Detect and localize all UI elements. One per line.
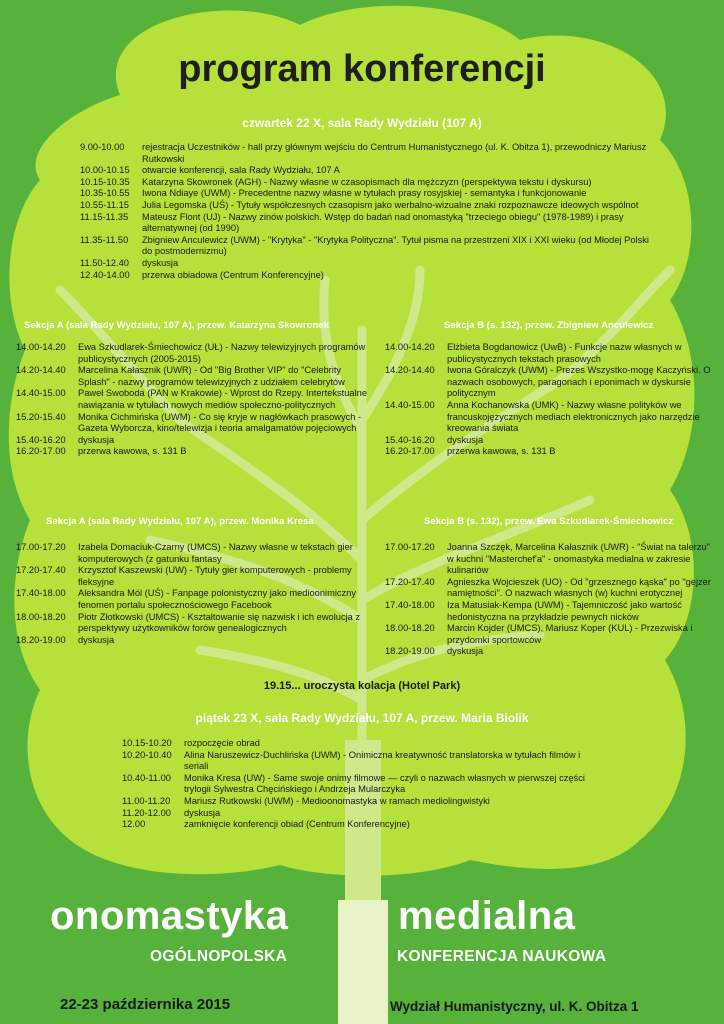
program-time: 18.20-19.00 xyxy=(16,634,66,645)
program-item: Anna Kochanowska (UMK) - Nazwy własne polityków we francuskojęzycznych mediach elektronicznych jako narzędzie kreowania świata xyxy=(447,399,700,434)
program-row xyxy=(16,412,368,435)
program-item: przerwa kawowa, s. 131 B xyxy=(447,446,556,457)
section-b1-program xyxy=(385,342,715,458)
program-row xyxy=(80,165,655,177)
program-item: dyskusja xyxy=(447,646,484,657)
program-row xyxy=(80,142,655,165)
program-item: Mateusz Flont (UJ) - Nazwy zinów polskich. Wstęp do badań nad onomastyką "trzeciego obiegu" (1978-1989) i prasy alternatywnej (od 1990) xyxy=(142,211,624,234)
program-row xyxy=(16,388,368,411)
program-item: Zbigniew Anculewicz (UWM) - "Krytyka" - "Krytyka Polityczna". Tytuł pisma na przestrzeni XIX i XXI wieku (od Młodej Polski do postmodernizmu) xyxy=(142,234,649,257)
event-date: 22-23 października 2015 xyxy=(60,996,231,1013)
program-item: dyskusja xyxy=(447,434,484,445)
program-item: Aleksandra Mól (UŚ) - Fanpage polonistyczny jako medioonimiczny fenomen portalu społecznościowego Facebook xyxy=(78,588,356,610)
program-item: dyskusja xyxy=(78,634,115,645)
day2-heading: piątek 23 X, sala Rady Wydziału, 107 A, przew. Maria Biolik xyxy=(195,711,529,725)
program-item: Alina Naruszewicz-Duchlińska (UWM) - Onimiczna kreatywność translatorska w tytułach filmów i seriali xyxy=(184,749,581,772)
program-item: Izabela Domaciuk-Czarny (UMCS) - Nazwy własne w tekstach gier komputerowych (z gatunku fantasy xyxy=(78,542,353,564)
program-time: 11.15-11.35 xyxy=(80,211,129,222)
program-time: 14.00-14.20 xyxy=(385,342,435,352)
program-row xyxy=(80,200,655,212)
section-a2-program xyxy=(16,542,368,646)
program-time: 11.00-11.20 xyxy=(122,795,171,806)
program-time: 17.00-17.20 xyxy=(385,542,435,552)
program-time: 10.15-10.20 xyxy=(122,738,172,748)
program-row xyxy=(122,796,602,808)
program-item: Marcelina Kałasznik (UWR) - Od "Big Brother VIP" do "Celebrity Splash" - nazwy programów telewizyjnych z udziałem celebrytów xyxy=(78,365,345,387)
program-item: dyskusja xyxy=(142,257,179,268)
program-item: Krzysztof Kaszewski (UW) - Tytuły gier komputerowych - problemy fleksyjne xyxy=(78,565,352,587)
program-row xyxy=(80,258,655,270)
program-time: 17.20-17.40 xyxy=(16,565,66,576)
program-time: 17.40-18.00 xyxy=(16,588,66,599)
program-item: Elżbieta Bogdanowicz (UwB) - Funkcje nazw własnych w publicystycznych tekstach prasowych xyxy=(447,342,682,364)
program-row xyxy=(385,435,715,447)
program-time: 14.40-15.00 xyxy=(16,388,66,399)
program-item: Marcin Kojder (UMCS), Mariusz Koper (KUL) - Przezwiska i przydomki sportowców xyxy=(447,623,693,645)
program-item: zamknięcie konferencji obiad (Centrum Konferencyjne) xyxy=(184,819,410,830)
program-time: 14.00-14.20 xyxy=(16,342,66,352)
program-time: 14.20-14.40 xyxy=(385,365,435,376)
program-item: dyskusja xyxy=(184,807,221,818)
program-item: Mariusz Rutkowski (UWM) - Medioonomastyka w ramach mediolingwistyki xyxy=(184,795,490,806)
program-row xyxy=(385,646,715,658)
program-time: 11.35-11.50 xyxy=(80,234,129,245)
program-row xyxy=(16,542,368,565)
title-onomastyka: onomastyka xyxy=(50,894,289,938)
day1-heading: czwartek 22 X, sala Rady Wydziału (107 A) xyxy=(242,116,482,130)
program-row xyxy=(122,819,602,831)
program-item: przerwa obiadowa (Centrum Konferencyjne) xyxy=(142,269,324,280)
program-row xyxy=(122,738,602,750)
program-item: Paweł Swoboda (PAN w Krakowie) - Wprost do Rzepy. Intertekstualne nawiązania w tytułach nowych mediów społeczno-politycznych xyxy=(78,388,368,410)
program-time: 18.20-19.00 xyxy=(385,646,435,657)
program-row xyxy=(80,270,655,282)
program-row xyxy=(16,612,368,635)
section-a2-heading: Sekcja A (sala Rady Wydziału, 107 A), przew. Monika Kresa xyxy=(46,516,314,527)
program-row xyxy=(122,750,602,773)
program-item: Julia Legomska (UŚ) - Tytuły współczesnych czasopism jako werbalno-wizualne znaki rozpoznawcze ideowych wspólnot xyxy=(142,199,639,210)
program-time: 10.15-10.35 xyxy=(80,176,130,187)
program-time: 9.00-10.00 xyxy=(80,142,125,152)
section-a1-program xyxy=(16,342,368,458)
program-time: 12.00 xyxy=(122,819,146,830)
program-item: Monika Cichmińska (UWM) - Co się kryje w nagłówkach prasowych - Gazeta Wyborcza, kino/telewizja i teoria amalgamatów pojęciowych xyxy=(78,411,362,434)
trunk-lower xyxy=(338,900,388,1024)
program-row xyxy=(16,365,368,388)
program-row xyxy=(122,808,602,820)
program-row xyxy=(385,623,715,646)
section-a1-heading: Sekcja A (sala Rady Wydziału, 107 A), przew. Katarzyna Skowronek xyxy=(24,320,329,331)
program-item: przerwa kawowa, s. 131 B xyxy=(78,446,187,457)
program-item: Iza Matusiak-Kempa (UWM) - Tajemniczość jako wartość hedonistyczna na przykładzie pewnych nicków xyxy=(447,599,682,622)
program-time: 10.40-11.00 xyxy=(122,772,171,783)
program-row xyxy=(16,565,368,588)
program-time: 11.20-12.00 xyxy=(122,807,171,818)
program-time: 18.00-18.20 xyxy=(385,623,435,634)
dinner-note: 19.15... uroczysta kolacja (Hotel Park) xyxy=(263,680,461,692)
program-item: otwarcie konferencji, sala Rady Wydziału, 107 A xyxy=(142,165,340,176)
title-medialna: medialna xyxy=(398,894,576,938)
program-time: 17.00-17.20 xyxy=(16,542,66,552)
program-item: Iwona Góralczyk (UWM) - Prezes Wszystko-mogę Kaczyński. O nazwach osobowych, paragonach i eponimach w dyskursie politycznym xyxy=(447,365,711,399)
program-item: dyskusja xyxy=(78,434,115,445)
program-time: 15.40-16.20 xyxy=(16,434,66,445)
program-item: Iwona Ndiaye (UWM) - Precedentne nazwy własne w tytułach prasy rosyjskiej - semantyka i funkcjonowanie xyxy=(142,188,587,199)
section-b2-heading: Sekcja B (s. 132), przew. Ewa Szkudlarek-Śmiechowicz xyxy=(424,516,674,527)
program-item: Katarzyna Skowronek (AGH) - Nazwy własne w czasopismach dla mężczyzn (perspektywa tekstu i dyskursu) xyxy=(142,176,592,187)
program-time: 14.40-15.00 xyxy=(385,399,435,410)
program-row xyxy=(16,635,368,647)
section-b2-program xyxy=(385,542,715,658)
program-row xyxy=(80,177,655,189)
program-row xyxy=(16,435,368,447)
event-place: Wydział Humanistyczny, ul. K. Obitza 1 xyxy=(390,999,639,1014)
program-row xyxy=(385,342,715,365)
program-row xyxy=(385,446,715,458)
program-time: 17.20-17.40 xyxy=(385,576,435,587)
program-time: 12.40-14.00 xyxy=(80,269,130,280)
program-item: Piotr Złotkowski (UMCS) - Kształtowanie się nazwisk i ich ewolucja z perspektywy użytkowników forów genealogicznych xyxy=(78,611,361,634)
program-row xyxy=(122,773,602,796)
program-time: 10.20-10.40 xyxy=(122,749,172,760)
program-row xyxy=(16,588,368,611)
subtitle-ogolnopolska: OGÓLNOPOLSKA xyxy=(150,948,288,965)
program-time: 11.50-12.40 xyxy=(80,257,129,268)
program-item: Agnieszka Wojcieszek (UO) - Od "grzesznego kąska" po "gejzer namiętności". O nazwach własnych (w) kuchni erotycznej xyxy=(447,576,711,599)
program-item: rejestracja Uczestników - hall przy głównym wejściu do Centrum Humanistycznego (ul. K. Obitza 1), przewodniczy Mariusz Rutkowski xyxy=(142,142,647,164)
program-time: 15.20-15.40 xyxy=(16,411,66,422)
program-time: 10.55-11.15 xyxy=(80,199,129,210)
page-title: program konferencji xyxy=(178,48,546,90)
program-row xyxy=(385,600,715,623)
program-time: 14.20-14.40 xyxy=(16,365,66,376)
day1-program xyxy=(80,142,655,281)
program-time: 10.00-10.15 xyxy=(80,165,130,176)
program-item: Joanna Szczęk, Marcelina Kałasznik (UWR) - "Świat na talerzu" w kuchni "Masterchef'a" - onomastyka medialna w zakresie kulinariów xyxy=(447,542,710,576)
program-row xyxy=(16,342,368,365)
program-row xyxy=(80,235,655,258)
program-row xyxy=(80,212,655,235)
program-time: 17.40-18.00 xyxy=(385,599,435,610)
program-row xyxy=(385,577,715,600)
program-item: Monika Kresa (UW) - Same swoje onimy filmowe — czyli o nazwach własnych w pierwszej części trylogii Sylwestra Chęcińskiego i Andrzeja Mularczyka xyxy=(184,772,585,795)
program-time: 16.20-17.00 xyxy=(16,446,66,457)
program-time: 15.40-16.20 xyxy=(385,434,435,445)
program-row xyxy=(16,446,368,458)
program-row xyxy=(385,542,715,577)
program-row xyxy=(385,400,715,435)
program-time: 18.00-18.20 xyxy=(16,611,66,622)
section-b1-heading: Sekcja B (s. 132), przew. Zbigniew Anculewicz xyxy=(444,320,654,331)
subtitle-konferencja: KONFERENCJA NAUKOWA xyxy=(397,948,607,965)
program-item: Ewa Szkudlarek-Śmiechowicz (UŁ) - Nazwy telewizyjnych programów publicystycznych (2005-2015) xyxy=(78,342,366,364)
day2-program xyxy=(122,738,602,831)
program-row xyxy=(385,365,715,400)
program-time: 10.35-10.55 xyxy=(80,188,130,199)
program-row xyxy=(80,188,655,200)
program-time: 16.20-17.00 xyxy=(385,446,435,457)
program-item: rozpoczęcie obrad xyxy=(184,738,260,748)
